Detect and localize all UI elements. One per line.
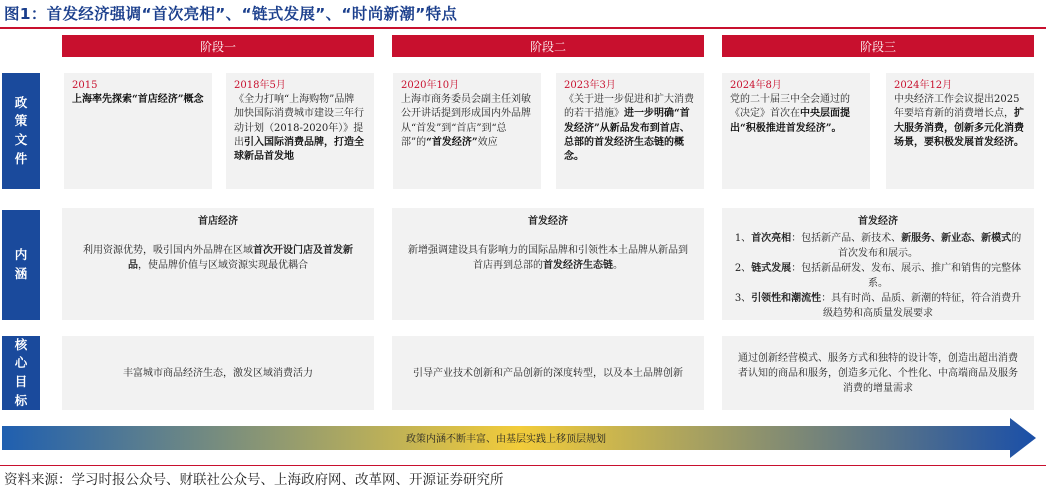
stage-2-header: 阶段二 xyxy=(392,35,704,57)
emphasis-text: 扩大服务消费，创新多元化消费场景，要积极发展首发经济。 xyxy=(894,108,1024,148)
policy-card-2015 xyxy=(64,73,212,189)
card-date: 2018年5月 xyxy=(234,80,286,91)
emphasis-text: “首发经济” xyxy=(426,136,478,148)
content-panel-stage-1 xyxy=(62,208,374,320)
content-panel-stage-3 xyxy=(722,208,1034,320)
title-divider xyxy=(0,27,1046,29)
body-text: 《全力打响“上海购物”品牌 加快国际消费城市建设三年行动计划（2018-2020年）》提出 xyxy=(234,94,364,148)
emphasis-text: 进一步明确“首发经济”从新品发布到首店、总部的首发经济生态链的概念。 xyxy=(564,108,690,162)
emphasis-text: 首发经济生态链 xyxy=(543,260,613,271)
emphasis-text: 首次亮相 xyxy=(751,233,792,244)
panel-body xyxy=(404,243,692,273)
body-text: ：包括新产品、新技术、 xyxy=(791,233,902,244)
card-date: 2024年12月 xyxy=(894,80,953,91)
card-body xyxy=(72,93,204,107)
arrow-caption: 政策内涵不断丰富、由基层实践上移顶层规划 xyxy=(406,434,606,445)
emphasis-text: 首次开设门店及首发新品 xyxy=(128,245,353,271)
body-text: 效应 xyxy=(477,136,498,148)
panel-title: 首发经济 xyxy=(858,216,898,227)
panel-title: 首发经济 xyxy=(528,216,568,227)
panel-list-item xyxy=(732,291,1024,320)
emphasis-text: 新服务、新业态、新模式 xyxy=(901,233,1012,244)
card-date: 2020年10月 xyxy=(401,80,460,91)
panel-list-item xyxy=(732,261,1024,291)
emphasis-text: 引入国际消费品牌，打造全球新品首发地 xyxy=(234,136,364,162)
goal-text-stage-3: 通过创新经营模式、服务方式和独特的设计等，创造出超出消费者认知的商品和服务，创造多元化、个性化、中高端商品及服务消费的增量需求 xyxy=(738,352,1018,394)
content-panel-stage-2 xyxy=(392,208,704,320)
policy-card-2018 xyxy=(226,73,374,189)
body-text: 《关于进一步促进和扩大消费的若干措施》 xyxy=(564,94,694,120)
emphasis-text: 引领性和潮流性 xyxy=(751,293,822,304)
section-label-policy: 政 策 文 件 xyxy=(2,73,40,189)
panel-title: 首店经济 xyxy=(198,216,238,227)
card-date: 2024年8月 xyxy=(730,80,782,91)
card-body xyxy=(234,93,366,164)
goal-panel-stage-3 xyxy=(722,336,1034,410)
figure-title: 图1：首发经济强调“首次亮相”、“链式发展”、“时尚新潮”特点 xyxy=(4,5,458,23)
stage-3-header: 阶段三 xyxy=(722,35,1034,57)
body-text: 2、 xyxy=(734,263,752,274)
card-body xyxy=(730,93,862,136)
body-text: 利用资源优势，吸引国内外品牌在区域 xyxy=(83,245,253,256)
goal-text-stage-1: 丰富城市商品经济生态，激发区域消费活力 xyxy=(123,367,313,379)
stage-1-header: 阶段一 xyxy=(62,35,374,57)
body-text: 1、 xyxy=(734,233,752,244)
panel-list xyxy=(732,231,1024,320)
policy-card-2024-dec xyxy=(886,73,1034,189)
emphasis-text: 上海率先探索“首店经济”概念 xyxy=(72,94,204,106)
card-body xyxy=(401,93,533,150)
body-text: 上海市商务委员会副主任刘敏公开讲话提到形成国内外品牌从“首发”到“首店”到“总部”的 xyxy=(401,94,531,148)
body-text: 中央经济工作会议提出2025年要培育新的消费增长点， xyxy=(894,94,1020,120)
emphasis-text: 链式发展 xyxy=(751,263,792,274)
source-note: 资料来源：学习时报公众号、财联社公众号、上海政府网、改革网、开源证券研究所 xyxy=(4,472,504,488)
progress-arrow xyxy=(2,418,1036,458)
source-divider xyxy=(0,465,1046,466)
body-text: ：具有时尚、品质、新潮的特征，符合消费升级趋势和高质量发展要求 xyxy=(821,293,1022,319)
section-label-content: 内 涵 xyxy=(2,210,40,320)
panel-list-item xyxy=(732,231,1024,261)
goal-panel-stage-1 xyxy=(62,336,374,410)
body-text: 的首次发布和展示。 xyxy=(838,233,1022,259)
goal-text-stage-2: 引导产业技术创新和产品创新的深度转型，以及本土品牌创新 xyxy=(413,367,683,379)
panel-body xyxy=(74,243,362,273)
body-text: ：包括新品研发、发布、展示、推广和销售的完整体系。 xyxy=(791,263,1022,289)
goal-panel-stage-2 xyxy=(392,336,704,410)
policy-card-2023 xyxy=(556,73,704,189)
card-date: 2023年3月 xyxy=(564,80,616,91)
policy-card-2020 xyxy=(393,73,541,189)
body-text: 3、 xyxy=(734,293,752,304)
card-body xyxy=(564,93,696,164)
card-body xyxy=(894,93,1026,150)
emphasis-text: 中央层面提出“积极推进首发经济”。 xyxy=(730,108,850,134)
body-text: 新增强调建设具有影响力的国际品牌和引领性本土品牌从新品到首店再到总部的 xyxy=(408,245,688,271)
body-text: 党的二十届三中全会通过的《决定》首次在 xyxy=(730,94,850,120)
body-text: ，使品牌价值与区域资源实现最优耦合 xyxy=(138,260,308,271)
card-date: 2015 xyxy=(72,80,98,91)
policy-card-2024-aug xyxy=(722,73,870,189)
section-label-goal: 核 心 目 标 xyxy=(2,336,40,410)
body-text: 。 xyxy=(613,260,623,271)
